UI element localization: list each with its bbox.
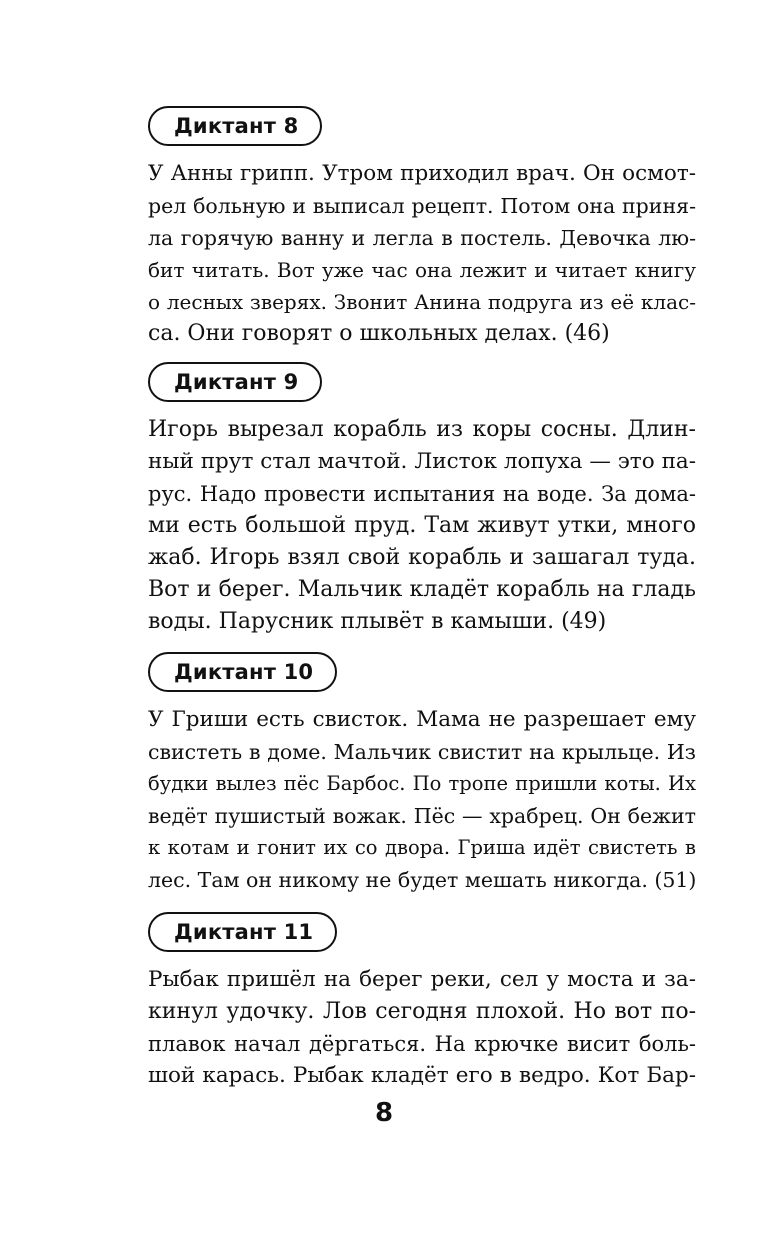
dictation-9: [148, 362, 696, 638]
text-line: Вот и берег. Мальчик кладёт корабль на гладь: [148, 577, 696, 602]
dictation-text: [148, 964, 696, 1092]
text-line: шой карась. Рыбак кладёт его в ведро. Кот Бар-: [148, 1063, 696, 1088]
text-line: плавок начал дёргаться. На крючке висит боль-: [148, 1032, 696, 1056]
dictation-title: Диктант 11: [148, 912, 337, 952]
dictation-text: [148, 704, 696, 896]
dictation-8: [148, 106, 696, 350]
text-line: бит читать. Вот уже час она лежит и читает книгу: [148, 258, 696, 282]
text-line: са. Они говорят о школьных делах. (46): [148, 321, 610, 346]
text-line: свистеть в доме. Мальчик свистит на крыльце. Из: [148, 740, 696, 764]
text-line: о лесных зверях. Звонит Анина подруга из её клас-: [148, 290, 696, 314]
text-line: Рыбак пришёл на берег реки, сел у моста и за-: [148, 967, 696, 992]
page-number: 8: [374, 1098, 394, 1128]
dictation-title: Диктант 8: [148, 106, 322, 146]
text-line: к котам и гонит их со двора. Гриша идёт свистеть в: [148, 836, 696, 859]
dictation-10: [148, 652, 696, 896]
text-line: У Гриши есть свисток. Мама не разрешает ему: [148, 707, 696, 732]
text-line: будки вылез пёс Барбос. По тропе пришли коты. Их: [148, 772, 696, 795]
text-line: жаб. Игорь взял свой корабль и зашагал туда.: [148, 545, 696, 570]
text-line: ный прут стал мачтой. Листок лопуха — это па-: [148, 449, 696, 474]
text-line: ведёт пушистый вожак. Пёс — храбрец. Он бежит: [148, 804, 696, 828]
text-line: лес. Там он никому не будет мешать никогда. (51): [148, 868, 697, 892]
text-line: ла горячую ванну и легла в постель. Девочка лю-: [148, 226, 696, 250]
text-line: воды. Парусник плывёт в камыши. (49): [148, 609, 607, 634]
text-line: рус. Надо провести испытания на воде. За дома-: [148, 482, 696, 506]
text-line: Игорь вырезал корабль из коры сосны. Длин-: [148, 417, 696, 442]
text-line: У Анны грипп. Утром приходил врач. Он осмот-: [148, 161, 696, 186]
dictation-title: Диктант 9: [148, 362, 322, 402]
dictation-title: Диктант 10: [148, 652, 337, 692]
text-line: ми есть большой пруд. Там живут утки, много: [148, 513, 696, 538]
dictation-text: [148, 414, 696, 638]
text-line: кинул удочку. Лов сегодня плохой. Но вот по-: [148, 999, 696, 1024]
dictation-text: [148, 158, 696, 350]
dictation-11: [148, 912, 696, 1092]
text-line: рел больную и выписал рецепт. Потом она приня-: [148, 194, 696, 218]
